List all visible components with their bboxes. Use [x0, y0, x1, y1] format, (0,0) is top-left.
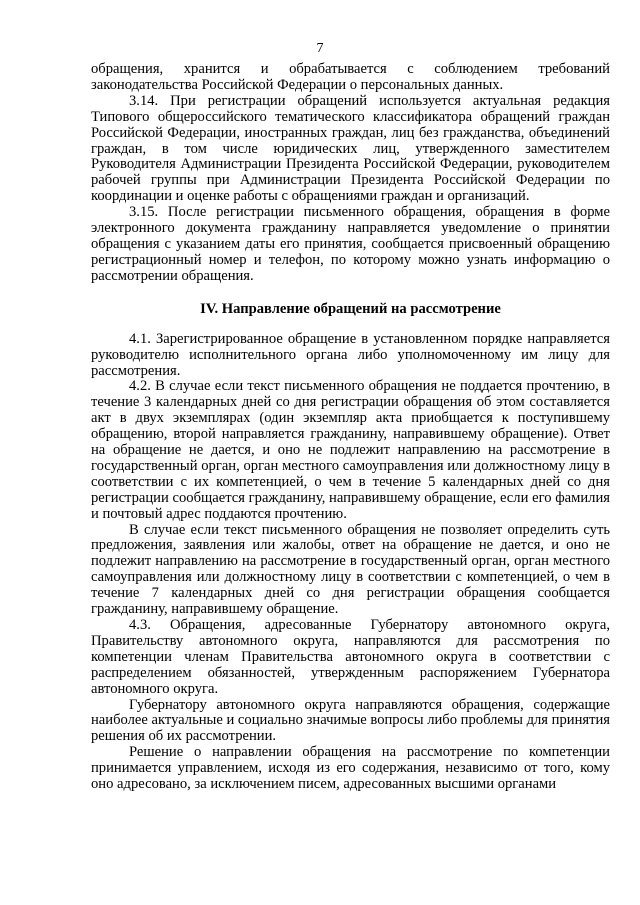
paragraph: 3.15. После регистрации письменного обращения, обращения в форме электронного документа гражданину направляется уведомление о принятии обращения с указанием даты его принятия, сообщается присвоенный обращению регистрационный номер и телефон, по которому можно узнать информацию о рассмотрении обращения. [91, 204, 610, 284]
paragraph: Губернатору автономного округа направляются обращения, содержащие наиболее актуальные и социально значимые вопросы либо проблемы для принятия решения об их рассмотрении. [91, 696, 610, 745]
paragraph: 3.14. При регистрации обращений используется актуальная редакция Типового общероссийского тематического классификатора обращений граждан Российской Федерации, иностранных граждан, лиц без гражданства, объединений граждан, в том числе юридических лиц, утвержденного заместителем Руководителя Администрации Президента Российской Федерации, руководителем рабочей группы при Администрации Президента Российской Федерации по координации и оценке работы с обращениями граждан и организаций. [91, 92, 610, 205]
paragraph: Решение о направлении обращения на рассмотрение по компетенции принимается управлением, исходя из его содержания, независимо от того, кому оно адресовано, за исключением писем, адресованных высшими органами [91, 744, 610, 793]
section-heading: IV. Направление обращений на рассмотрение [200, 300, 501, 317]
paragraph: 4.3. Обращения, адресованные Губернатору автономного округа, Правительству автономного округа, направляются для рассмотрения по компетенции членам Правительства автономного округа в соответствии с распределением обязанностей, утвержденным распоряжением Губернатора автономного округа. [91, 617, 610, 697]
paragraph: 4.1. Зарегистрированное обращение в установленном порядке направляется руководителю исполнительного органа либо уполномоченному им лицу для рассмотрения. [91, 330, 610, 379]
paragraph: обращения, хранится и обрабатывается с соблюдением требований законодательства Российской Федерации о персональных данных. [91, 61, 610, 93]
document-body [91, 62, 610, 793]
page-number: 7 [316, 41, 324, 56]
paragraph: 4.2. В случае если текст письменного обращения не поддается прочтению, в течение 3 календарных дней со дня регистрации обращения об этом составляется акт в двух экземплярах (один экземпляр акта приобщается к поступившему обращению, второй направляется гражданину, направившему обращение). Ответ на обращение не дается, и оно не подлежит направлению на рассмотрение в государственный орган, орган местного самоуправления или должностному лицу в соответствии с их компетенцией, о чем в течение 5 календарных дней со дня регистрации сообщается гражданину, направившему обращение, если его фамилия и почтовый адрес поддаются прочтению. [91, 378, 610, 522]
paragraph: В случае если текст письменного обращения не позволяет определить суть предложения, заявления или жалобы, ответ на обращение не дается, и оно не подлежит направлению на рассмотрение в государственный орган, орган местного самоуправления или должностному лицу в соответствии с компетенцией, о чем в течение 7 календарных дней со дня регистрации обращения сообщается гражданину, направившему обращение. [91, 521, 610, 618]
